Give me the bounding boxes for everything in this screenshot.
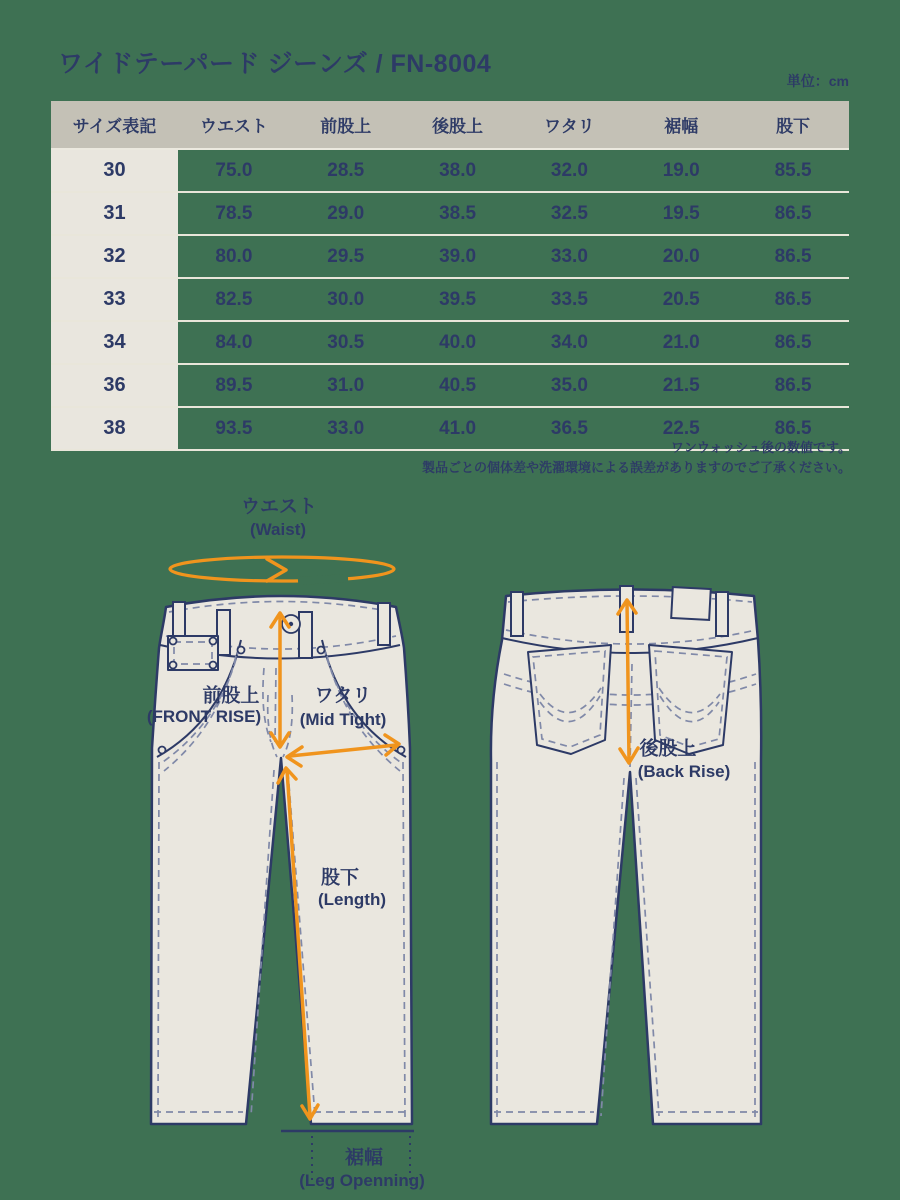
size-cell: 38 — [51, 407, 178, 450]
waist-arrowhead — [267, 559, 286, 581]
value-cell: 41.0 — [402, 407, 514, 450]
unit-label: 単位：cm — [786, 73, 849, 89]
col-header-waist: ウエスト — [178, 101, 290, 149]
value-cell: 33.0 — [290, 407, 402, 450]
value-cell: 28.5 — [290, 149, 402, 192]
col-header-size: サイズ表記 — [51, 101, 178, 149]
rivet — [318, 647, 325, 654]
rivet — [238, 647, 245, 654]
pants-back-figure — [491, 586, 761, 1124]
value-cell: 30.0 — [290, 278, 402, 321]
value-cell: 21.5 — [625, 364, 737, 407]
value-cell: 84.0 — [178, 321, 290, 364]
note-line-2: 製品ごとの個体差や洗濯環境による誤差がありますのでご了承ください。 — [421, 460, 851, 475]
belt-loop — [378, 603, 390, 645]
col-header-thigh: ワタリ — [513, 101, 625, 149]
value-cell: 32.5 — [513, 192, 625, 235]
value-cell: 39.5 — [402, 278, 514, 321]
waist-ellipse-gap — [298, 578, 348, 581]
value-cell: 80.0 — [178, 235, 290, 278]
size-cell: 34 — [51, 321, 178, 364]
value-cell: 34.0 — [513, 321, 625, 364]
leg-opening-label-jp: 裾幅 — [344, 1147, 384, 1169]
rivet — [210, 638, 217, 645]
leather-patch — [671, 587, 711, 620]
value-cell: 82.5 — [178, 278, 290, 321]
rivet — [398, 747, 405, 754]
value-cell: 39.0 — [402, 235, 514, 278]
value-cell: 86.5 — [737, 364, 849, 407]
value-cell: 38.5 — [402, 192, 514, 235]
value-cell: 32.0 — [513, 149, 625, 192]
value-cell: 30.5 — [290, 321, 402, 364]
value-cell: 86.5 — [737, 235, 849, 278]
value-cell: 21.0 — [625, 321, 737, 364]
length-label-jp: 股下 — [320, 867, 360, 889]
value-cell: 33.5 — [513, 278, 625, 321]
size-cell: 32 — [51, 235, 178, 278]
col-header-inseam: 股下 — [737, 101, 849, 149]
belt-loop — [299, 612, 312, 658]
value-cell: 20.0 — [625, 235, 737, 278]
value-cell: 33.0 — [513, 235, 625, 278]
rivet — [210, 662, 217, 669]
value-cell: 35.0 — [513, 364, 625, 407]
back-rise-label-jp: 後股上 — [639, 738, 697, 760]
size-cell: 33 — [51, 278, 178, 321]
belt-loop — [716, 592, 728, 636]
col-header-back-rise: 後股上 — [402, 101, 514, 149]
value-cell: 89.5 — [178, 364, 290, 407]
waist-label-jp: ウエスト — [240, 496, 318, 518]
mid-thigh-label-jp: ワタリ — [314, 685, 372, 707]
front-rise-label-jp: 前股上 — [202, 685, 260, 707]
value-cell: 86.5 — [737, 321, 849, 364]
value-cell: 20.5 — [625, 278, 737, 321]
length-label-en: (Length) — [318, 890, 386, 909]
value-cell: 78.5 — [178, 192, 290, 235]
belt-loop — [511, 592, 523, 636]
front-rise-label-en: (FRONT RISE) — [146, 707, 262, 726]
value-cell: 29.0 — [290, 192, 402, 235]
size-cell: 31 — [51, 192, 178, 235]
rivet — [170, 662, 177, 669]
value-cell: 19.0 — [625, 149, 737, 192]
value-cell: 85.5 — [737, 149, 849, 192]
size-cell: 36 — [51, 364, 178, 407]
value-cell: 40.0 — [402, 321, 514, 364]
value-cell: 93.5 — [178, 407, 290, 450]
size-cell: 30 — [51, 149, 178, 192]
value-cell: 29.5 — [290, 235, 402, 278]
value-cell: 86.5 — [737, 407, 849, 450]
rivet — [170, 638, 177, 645]
value-cell: 75.0 — [178, 149, 290, 192]
value-cell: 22.5 — [625, 407, 737, 450]
col-header-front-rise: 前股上 — [290, 101, 402, 149]
leg-opening-label-en: (Leg Openning) — [299, 1171, 425, 1190]
back-rise-label-en: (Back Rise) — [637, 762, 731, 781]
waist-label-en: (Waist) — [249, 520, 307, 539]
value-cell: 38.0 — [402, 149, 514, 192]
waist-arrow — [170, 557, 394, 581]
value-cell: 36.5 — [513, 407, 625, 450]
value-cell: 31.0 — [290, 364, 402, 407]
rivet — [159, 747, 166, 754]
value-cell: 86.5 — [737, 278, 849, 321]
page-title: ワイドテーパード ジーンズ / FN-8004 — [58, 50, 492, 78]
mid-thigh-label-en: (Mid Tight) — [299, 710, 387, 729]
value-cell: 86.5 — [737, 192, 849, 235]
note-line-1: ワンウォッシュ後の数値です。 — [670, 440, 851, 455]
col-header-leg-opening: 裾幅 — [625, 101, 737, 149]
value-cell: 19.5 — [625, 192, 737, 235]
value-cell: 40.5 — [402, 364, 514, 407]
